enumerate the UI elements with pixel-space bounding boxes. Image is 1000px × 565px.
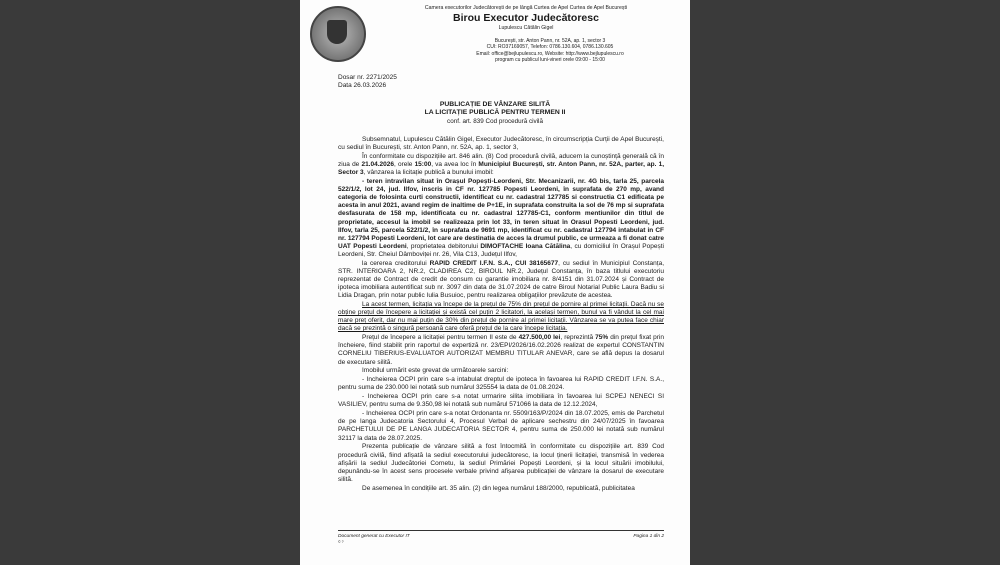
page-number: Pagina 1 din 2 [633,534,664,539]
encumbrance-item: - Incheierea OCPI prin care s-a intabulat dreptul de ipoteca în favoarea lui RAPID CREDIT I.F.N. S.A., pentru suma de 230.000 lei notată sub numărul 325554 la data de 01.08.2024. [338,376,664,392]
document-title: PUBLICAȚIE DE VÂNZARE SILITĂ [439,101,551,108]
auction-terms-paragraph: La acest termen, licitația va începe de la prețul de 75% din prețul de pornire al primei licitații. Dacă nu se obține prețul de începere a licitației și există cel puțin 2 licitatori, la același termen, bunul va fi vândut la cel mai mare preț oferit, dar nu mai puțin de 30% din prețul de pornire al primei licitații. Vânzarea se va putea face chiar dacă se prezintă o singură persoană care oferă prețul de la care începe licitația. [338,301,664,333]
case-number: Dosar nr. 2271/2025 [338,74,397,81]
auction-time: 15:00 [414,161,432,169]
document-page [300,0,690,565]
debtor-name: DIMOFTACHE Ioana Cătălina [480,242,571,250]
document-date: Data 26.03.2026 [338,82,387,89]
address-line: București, str. Anton Pann, nr. 52A, ap. 1, sector 3 [494,38,606,44]
legal-reference: conf. art. 839 Cod procedură civilă [447,118,543,125]
contact-block [450,38,650,63]
intro-paragraph: Subsemnatul, Lupulescu Cătălin Gigel, Executor Judecătoresc, în circumscripția Curții de Apel București, cu sediul în București, str. Anton Pann, nr. 52A, ap. 1, sector 3, [338,136,664,152]
page-footer [338,530,664,544]
encumbrance-item: - Incheierea OCPI prin care s-a notat Ordonanta nr. 5509/163/P/2024 din 18.07.2025, emis de Parchetul de pe langa Judecatoria Sectorului 4, Procesul Verbal de aplicare sechestru din 24/07/2025 în favoarea PARCHETULUI DE PE LANGA JUDECATORIA SECTOR 4, pentru suma de 250.000 lei notată sub numărul 32117 la data de 28.07.2025. [338,410,664,442]
starting-price-paragraph: Prețul de începere a licitației pentru termen II este de 427.500,00 lei, reprezintă 75% din prețul fixat prin încheiere, fiind stabilit prin raportul de expertiză nr. 23/EPI/2026/16.02.2026 realizat de expertul CONSTANTIN CORNELIU TIBERIUS-EVALUATOR AUTORIZAT MEMBRU TITULAR ANEVAR, care se află depus la dosarul de executare silită. [338,334,664,366]
encumbrances-heading: Imobilul urmărit este grevat de următoarele sarcini: [362,367,509,375]
publication-paragraph: Prezenta publicație de vânzare silită a fost întocmită în conformitate cu dispozițiile art. 839 Cod procedură civilă, fiind afișată la sediul executorului judecătoresc, la locul ținerii licitației, transmisă în vederea afișării la sediul Judecătoriei Cornetu, la sediul Primăriei Popești Leordeni, și la locul situării imobilului, depunându-se în acest sens procesele verbale privind afișarea publicației de vânzare la dosarul de executare silită. [338,443,664,483]
cui-phone-line: CUI: RO37169057, Telefon: 0786.130.604, 0786.130.605 [486,44,614,51]
creditor-paragraph: la cererea creditorului RAPID CREDIT I.F.N. S.A., CUI 38165677, cu sediul în Municipiul Constanța, STR. INTERIOARA 2, NR.2, CLADIREA C2, BIROUL NR.2, Județul Constanța, în baza titlului executoriu reprezentat de Contract de credit de consum cu garantie imobiliara nr. 8/4151 din 31.07.2024 și Contract de ipoteca imobiliara autentificat sub nr. 3097 din data de 31.07.2024 de catre Biroul Notarial Public Laura Badiu si Lidia Dragan, prin notar public Iulia Busuioc, pentru realizarea obligațiilor prevăzute de acestea. [338,259,665,300]
price-percent: 75% [595,334,609,342]
document-subtitle: LA LICITAȚIE PUBLICĂ PENTRU TERMEN II [424,109,566,116]
executor-name: Lupulescu Cătălin Gigel [498,25,554,31]
auction-location: Municipiul București, str. Anton Pann, nr. 52A, parter, ap. 1, Sector 3 [338,161,664,177]
office-title: Birou Executor Judecătoresc [453,12,599,24]
encumbrance-item: - Incheierea OCPI prin care s-a notat urmarire silita imobiliara în favoarea lui SCPEJ NENECI SI VASILIEV, pentru suma de 9.350,98 lei notată sub numărul 571066 la data de 12.12.2024, [338,393,664,409]
right-backdrop [690,0,1000,565]
email-web-line: Email: office@bejlupulescu.ro, Website: http://www.bejlupulescu.ro [476,50,624,57]
property-description: - teren intravilan situat în Orașul Popești-Leordeni, Str. Mecanizarii, nr. 4G bis, tarla 25, parcela 522/1/2, lot 24, jud. Ilfov, inscris in CF nr. 127785 Popesti Leordeni, în suprafata de 270 mp, avand categoria de folosinta curti constructii, identificat cu nr. cadastral 127785 si constructia C1 edificata pe acesta in anul 2021, avand regim de inaltime de P+1E, in suprafata construita la sol de 76 mp si suprafata desfasurata de 158 mp, identificata cu nr. cadastral 127785-C1, conform mentiunilor din titlul de proprietate, accesul la imobil se realizeaza prin lot 33, în teren situat în Orasul Popesti Leordeni, jud. Ilfov, tarla 25, parcela 522/1/2, în suprafata de 9691 mp, identificat cu nr. cadastral 127794 intabulat in CF nr. 127794 Popesti Leordeni, lot care are destinatia de acces la drumul public, ce urmeaza a fi donat catre UAT Popesti Leordeni, proprietatea debitorului DIMOFTACHE Ioana Cătălina, cu domiciliul în Orașul Popești Leordeni, Str. Cheiul Dâmboviței nr. 26, Vila C13, Județul Ilfov, [338,178,664,258]
auction-date-paragraph: În conformitate cu dispozițiile art. 846 alin. (8) Cod procedură civilă, aducem la cunoștință generală că în ziua de 21.04.2026, orele 15:00, va avea loc în Municipiul București, str. Anton Pann, nr. 52A, parter, ap. 1, Sector 3, vânzarea la licitație publică a bunului imobil: [338,152,664,177]
document-body [338,136,664,494]
footer-small-mark: © ? [338,540,344,544]
auction-date: 21.04.2026 [361,161,394,169]
generator-note: Document generat cu Executor IT [338,534,410,539]
starting-price: 427.500,00 lei [518,334,561,342]
chamber-line: Camera executorilor Judecătorești de pe lângă Curtea de Apel Curtea de Apel București [424,5,628,11]
schedule-line: program cu publicul luni-vineri orele 09:00 - 15:00 [495,56,605,63]
left-backdrop [0,0,300,565]
creditor-name: RAPID CREDIT I.F.N. S.A., CUI 38165677 [429,259,559,267]
publicity-paragraph: De asemenea în condițiile art. 35 alin. (2) din legea numărul 188/2000, republicată, publicitatea [362,484,635,492]
bailiff-seal-icon [310,6,366,62]
